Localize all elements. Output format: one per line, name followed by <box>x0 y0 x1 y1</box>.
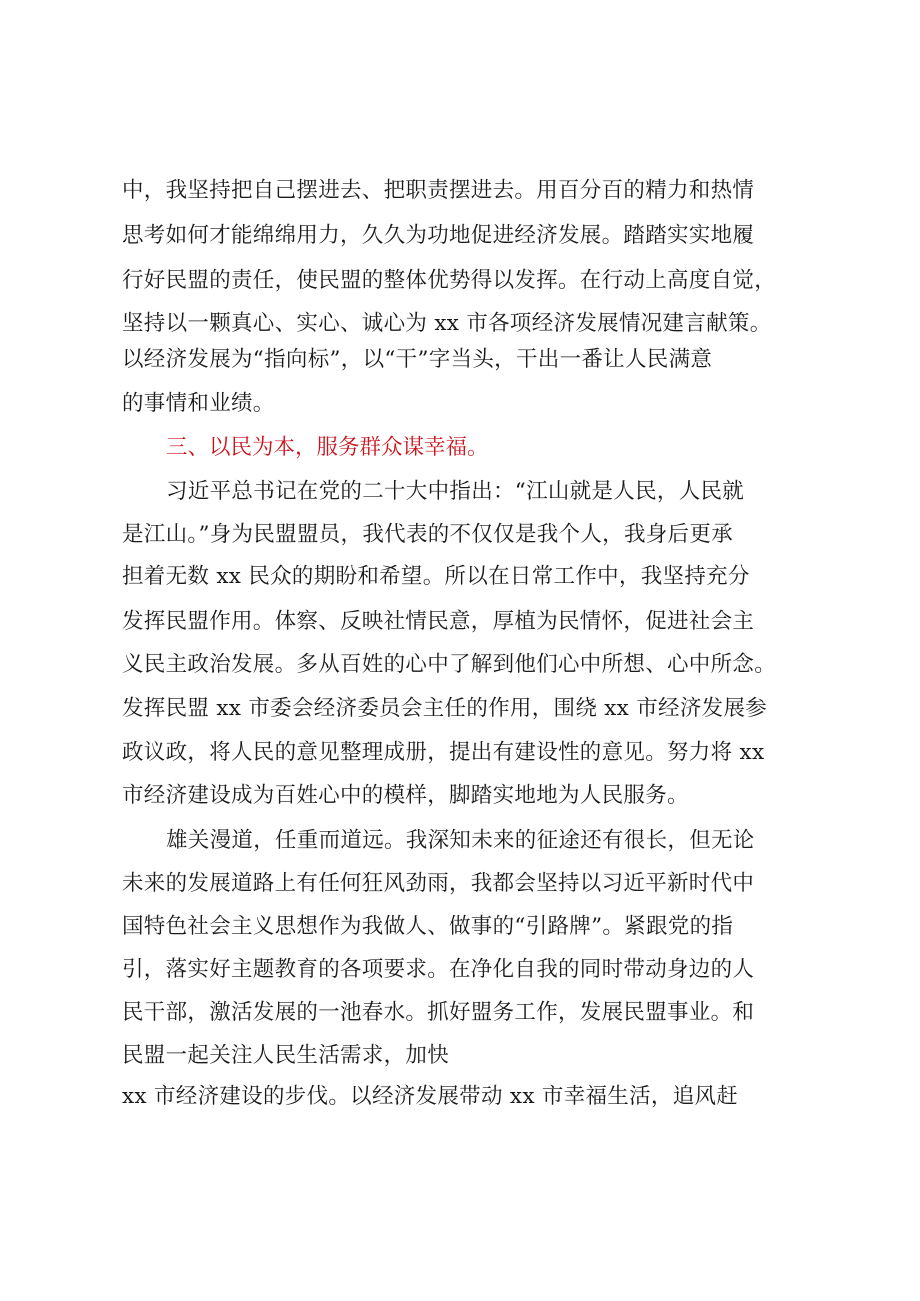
paragraph-line: 发挥民盟作用。体察、反映社情民意，厚植为民情怀，促进社会主 <box>122 609 755 634</box>
paragraph-line: 国特色社会主义思想作为我做人、做事的“引路牌”。紧跟党的指 <box>122 914 734 939</box>
paragraph-line: 雄关漫道，任重而道远。我深知未来的征途还有很长，但无论 <box>166 828 755 853</box>
paragraph-line: 以经济发展为“指向标”，以“干”字当头，干出一番让人民满意 <box>122 347 713 372</box>
paragraph-line: 习近平总书记在党的二十大中指出：“江山就是人民，人民就 <box>166 479 745 504</box>
paragraph-line: 的事情和业绩。 <box>122 391 275 416</box>
section-heading: 三、以民为本，服务群众谋幸福。 <box>166 435 489 460</box>
paragraph-line: 中，我坚持把自己摆进去、把职责摆进去。用百分百的精力和热情 <box>122 178 755 203</box>
paragraph-line: 未来的发展道路上有任何狂风劲雨，我都会坚持以习近平新时代中 <box>122 871 755 896</box>
paragraph-line: 义民主政治发展。多从百姓的心中了解到他们心中所想、心中所念。 <box>122 652 777 677</box>
paragraph-line: 民干部，激活发展的一池春水。抓好盟务工作，发展民盟事业。和 <box>122 1000 755 1025</box>
paragraph-line: 引，落实好主题教育的各项要求。在净化自我的同时带动身边的人 <box>122 957 755 982</box>
paragraph-line: xx 市经济建设的步伐。以经济发展带动 xx 市幸福生活，追风赶 <box>122 1084 739 1109</box>
paragraph-line: 市经济建设成为百姓心中的模样，脚踏实地地为人民服务。 <box>122 783 689 808</box>
paragraph-line: 坚持以一颗真心、实心、诚心为 xx 市各项经济发展情况建言献策。 <box>122 311 772 336</box>
paragraph-line: 思考如何才能绵绵用力，久久为功地促进经济发展。踏踏实实地履 <box>122 223 755 248</box>
paragraph-line: 行好民盟的责任，使民盟的整体优势得以发挥。在行动上高度自觉， <box>122 268 777 293</box>
paragraph-line: 担着无数 xx 民众的期盼和希望。所以在日常工作中，我坚持充分 <box>122 564 750 589</box>
paragraph-line: 民盟一起关注人民生活需求，加快 <box>122 1043 450 1068</box>
paragraph-line: 是江山。”身为民盟盟员，我代表的不仅仅是我个人，我身后更承 <box>122 522 733 547</box>
paragraph-line: 政议政，将人民的意见整理成册，提出有建设性的意见。努力将 xx <box>122 740 765 765</box>
paragraph-line: 发挥民盟 xx 市委会经济委员会主任的作用，围绕 xx 市经济发展参 <box>122 696 768 721</box>
